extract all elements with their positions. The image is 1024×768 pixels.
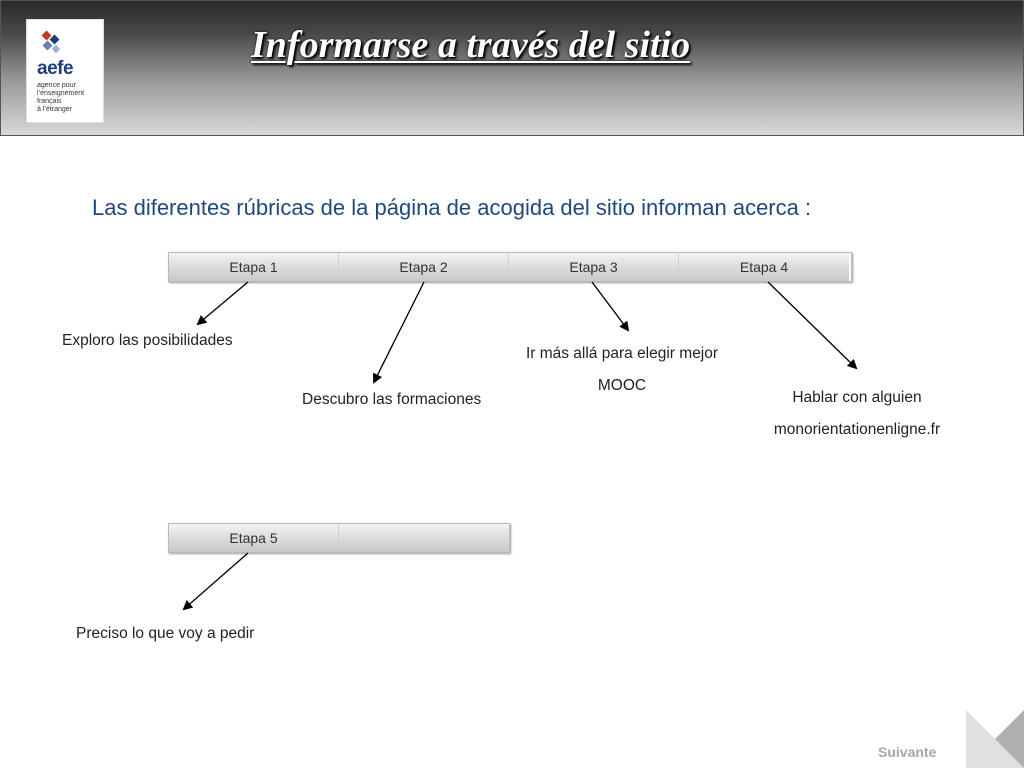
tab-etapa-4[interactable]: Etapa 4 bbox=[679, 253, 849, 281]
stage2-description: Descubro las formaciones bbox=[302, 391, 482, 408]
intro-text: Las diferentes rúbricas de la página de acogida del sitio informan acerca : bbox=[92, 195, 812, 220]
logo-brand-text: aefe bbox=[37, 58, 74, 79]
tab-etapa-5[interactable]: Etapa 5 bbox=[169, 524, 339, 552]
stage4-description bbox=[755, 382, 959, 446]
arrow-stage3 bbox=[592, 282, 628, 330]
logo-subtitle bbox=[37, 82, 99, 114]
stage5-description: Preciso lo que voy a pedir bbox=[76, 625, 255, 642]
stages-row-1 bbox=[168, 252, 852, 282]
tab-empty bbox=[339, 524, 509, 552]
stage3-line2: MOOC bbox=[597, 377, 647, 394]
page-title: Informarse a través del sitio bbox=[251, 24, 691, 66]
aefe-logo-icon bbox=[39, 30, 67, 58]
next-button[interactable]: Suivante bbox=[878, 744, 937, 760]
stage3-description bbox=[500, 338, 744, 402]
arrow-stage5 bbox=[184, 553, 248, 609]
logo-subtitle-line: l’enseignement bbox=[37, 90, 85, 97]
tab-etapa-2[interactable]: Etapa 2 bbox=[339, 253, 509, 281]
logo-subtitle-line: agence pour bbox=[37, 82, 76, 89]
stage4-line2: monorientationenligne.fr bbox=[773, 421, 941, 438]
stage3-line1: Ir más allá para elegir mejor bbox=[525, 345, 719, 362]
tab-etapa-3[interactable]: Etapa 3 bbox=[509, 253, 679, 281]
stage1-description: Exploro las posibilidades bbox=[62, 332, 233, 349]
tab-etapa-1[interactable]: Etapa 1 bbox=[169, 253, 339, 281]
arrow-stage4 bbox=[768, 282, 856, 368]
stage4-line1: Hablar con alguien bbox=[792, 389, 922, 406]
logo-subtitle-line: français bbox=[37, 98, 62, 105]
stages-row-2 bbox=[168, 523, 510, 553]
page-fold-icon bbox=[966, 710, 1024, 768]
arrow-stage1 bbox=[198, 282, 248, 324]
header-band bbox=[0, 0, 1024, 136]
logo-subtitle-line: à l’étranger bbox=[37, 106, 73, 113]
aefe-logo bbox=[26, 19, 104, 123]
arrow-stage2 bbox=[374, 282, 424, 382]
